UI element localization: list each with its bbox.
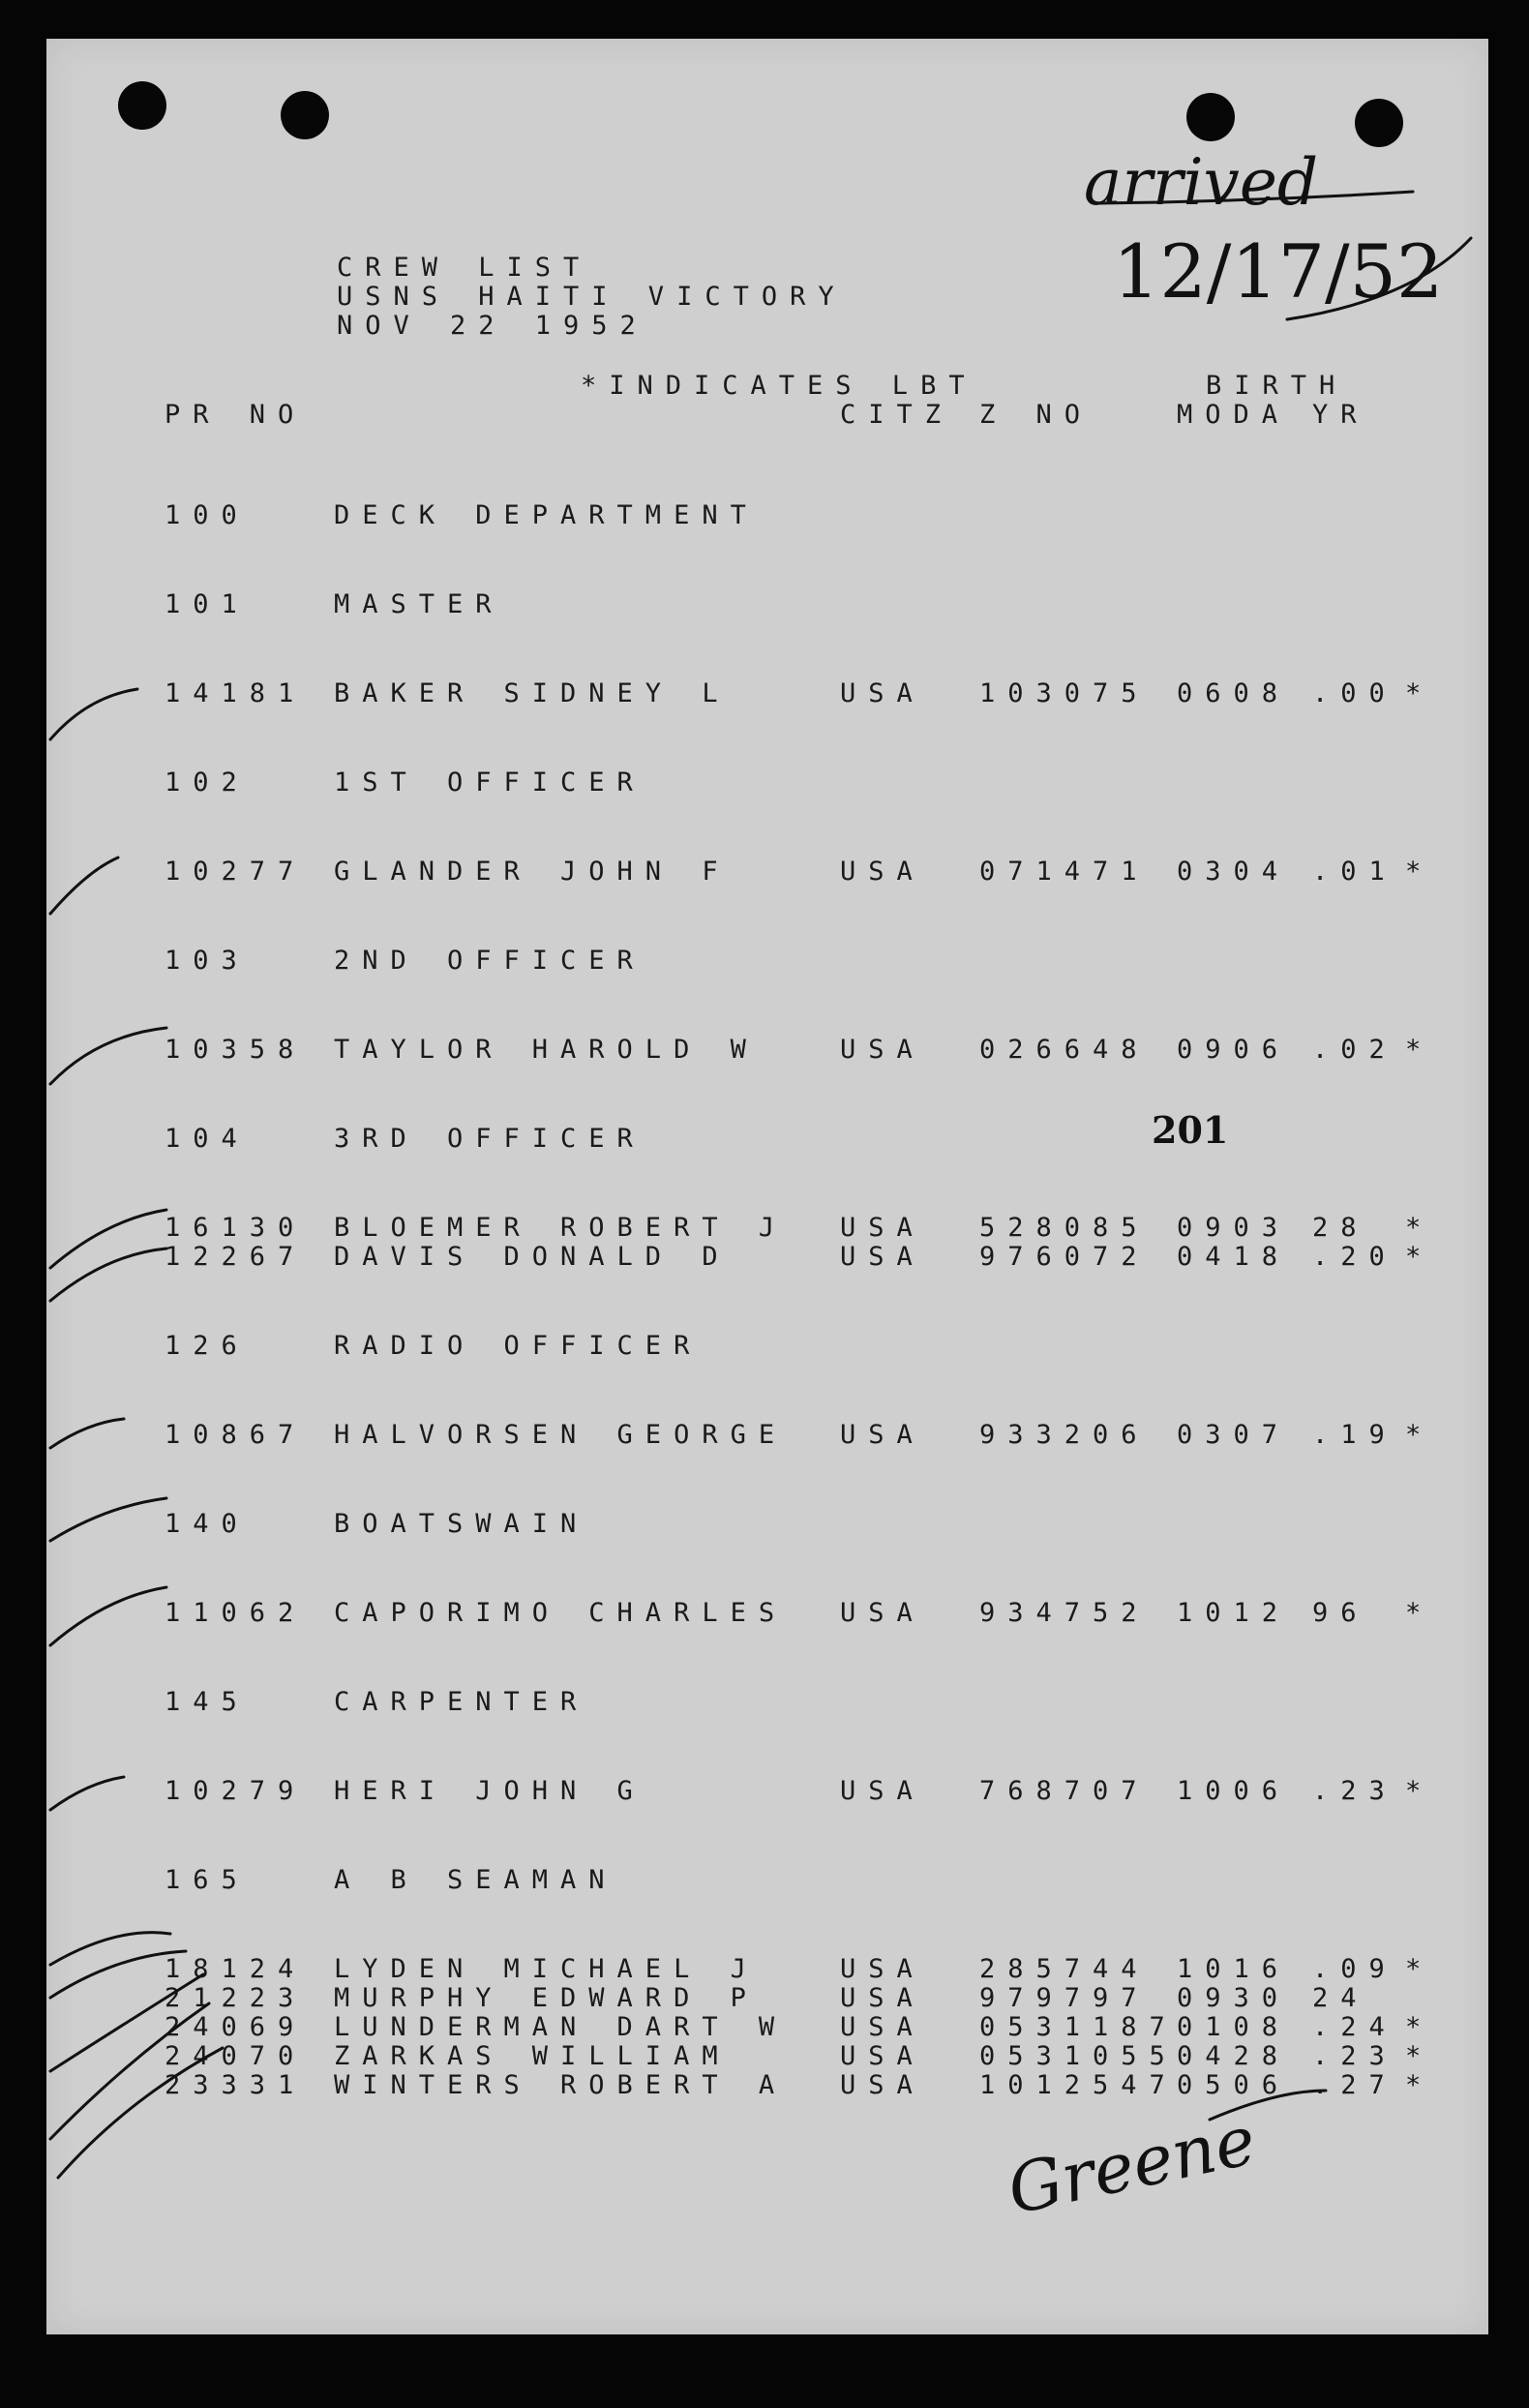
birth-year: 28 bbox=[1312, 1213, 1369, 1243]
citizenship: USA bbox=[840, 1213, 925, 1243]
pr-number: 126 bbox=[165, 1331, 250, 1361]
crew-name: HALVORSEN GEORGE bbox=[334, 1420, 788, 1450]
crew-name: RADIO OFFICER bbox=[334, 1331, 703, 1361]
column-header-pr: PR NO bbox=[165, 400, 307, 430]
birth-year: .02 bbox=[1312, 1035, 1397, 1065]
title-line-1: CREW LIST bbox=[337, 253, 592, 283]
citizenship: USA bbox=[840, 1035, 925, 1065]
birth-moda: 0930 bbox=[1177, 1983, 1291, 2013]
pr-number: 165 bbox=[165, 1865, 250, 1895]
pr-number: 21223 bbox=[165, 1983, 307, 2013]
birth-moda: 0418 bbox=[1177, 1242, 1291, 1272]
pr-number: 140 bbox=[165, 1509, 250, 1539]
z-number: 933206 bbox=[979, 1420, 1150, 1450]
birth-moda: 0906 bbox=[1177, 1035, 1291, 1065]
birth-moda: 0903 bbox=[1177, 1213, 1291, 1243]
pr-number: 101 bbox=[165, 589, 250, 619]
legend-text: *INDICATES LBT bbox=[581, 371, 977, 401]
title-line-3: NOV 22 1952 bbox=[337, 311, 648, 341]
crew-name: MURPHY EDWARD P bbox=[334, 1983, 759, 2013]
pr-number: 24069 bbox=[165, 2012, 307, 2042]
crew-name: 1ST OFFICER bbox=[334, 768, 645, 798]
citizenship: USA bbox=[840, 2041, 925, 2071]
crew-name: MASTER bbox=[334, 589, 504, 619]
citizenship: USA bbox=[840, 1776, 925, 1806]
birth-moda: 1016 bbox=[1177, 1954, 1291, 1984]
pr-number: 102 bbox=[165, 768, 250, 798]
birth-year: .27 bbox=[1312, 2070, 1397, 2100]
pr-number: 145 bbox=[165, 1687, 250, 1717]
crew-name: GLANDER JOHN F bbox=[334, 857, 731, 887]
birth-year: .24 bbox=[1312, 2012, 1397, 2042]
crew-name: CAPORIMO CHARLES bbox=[334, 1598, 788, 1628]
birth-moda: 0304 bbox=[1177, 857, 1291, 887]
lbt-mark: * bbox=[1405, 857, 1434, 887]
citizenship: USA bbox=[840, 1983, 925, 2013]
crew-name: A B SEAMAN bbox=[334, 1865, 617, 1895]
birth-label: BIRTH bbox=[1206, 371, 1348, 401]
pr-number: 12267 bbox=[165, 1242, 307, 1272]
crew-name: BOATSWAIN bbox=[334, 1509, 589, 1539]
lbt-mark: * bbox=[1405, 1598, 1434, 1628]
crew-name: DECK DEPARTMENT bbox=[334, 500, 759, 530]
crew-name: LYDEN MICHAEL J bbox=[334, 1954, 759, 1984]
pr-number: 104 bbox=[165, 1124, 250, 1154]
column-header-moda: MODA bbox=[1177, 400, 1291, 430]
column-header-z: Z NO bbox=[979, 400, 1094, 430]
handwritten-initials: Greene bbox=[1001, 2099, 1263, 2231]
birth-moda: 0108 bbox=[1177, 2012, 1291, 2042]
birth-moda: 0428 bbox=[1177, 2041, 1291, 2071]
crew-name: DAVIS DONALD D bbox=[334, 1242, 731, 1272]
pr-number: 14181 bbox=[165, 678, 307, 708]
pr-number: 10279 bbox=[165, 1776, 307, 1806]
birth-year: 96 bbox=[1312, 1598, 1369, 1628]
birth-year: .23 bbox=[1312, 1776, 1397, 1806]
crew-name: WINTERS ROBERT A bbox=[334, 2070, 788, 2100]
birth-year: .09 bbox=[1312, 1954, 1397, 1984]
z-number: 934752 bbox=[979, 1598, 1150, 1628]
birth-moda: 1006 bbox=[1177, 1776, 1291, 1806]
crew-name: BLOEMER ROBERT J bbox=[334, 1213, 788, 1243]
citizenship: USA bbox=[840, 1598, 925, 1628]
pr-number: 10277 bbox=[165, 857, 307, 887]
z-number: 1012547 bbox=[979, 2070, 1178, 2100]
z-number: 979797 bbox=[979, 1983, 1150, 2013]
birth-year: 24 bbox=[1312, 1983, 1369, 2013]
title-line-2: USNS HAITI VICTORY bbox=[337, 282, 847, 312]
z-number: 768707 bbox=[979, 1776, 1150, 1806]
birth-year: .01 bbox=[1312, 857, 1397, 887]
z-number: 071471 bbox=[979, 857, 1150, 887]
column-header-yr: YR bbox=[1312, 400, 1369, 430]
handwritten-arrived: arrived bbox=[1084, 145, 1319, 220]
z-number: 103075 bbox=[979, 678, 1150, 708]
citizenship: USA bbox=[840, 1954, 925, 1984]
crew-name: 2ND OFFICER bbox=[334, 946, 645, 976]
crew-name: BAKER SIDNEY L bbox=[334, 678, 731, 708]
birth-year: .19 bbox=[1312, 1420, 1397, 1450]
lbt-mark: * bbox=[1405, 1035, 1434, 1065]
pr-number: 24070 bbox=[165, 2041, 307, 2071]
crew-name: HERI JOHN G bbox=[334, 1776, 645, 1806]
pr-number: 16130 bbox=[165, 1213, 307, 1243]
pr-number: 11062 bbox=[165, 1598, 307, 1628]
z-number: 0531055 bbox=[979, 2041, 1178, 2071]
lbt-mark: * bbox=[1405, 1954, 1434, 1984]
lbt-mark: * bbox=[1405, 1776, 1434, 1806]
citizenship: USA bbox=[840, 678, 925, 708]
citizenship: USA bbox=[840, 2070, 925, 2100]
z-number: 976072 bbox=[979, 1242, 1150, 1272]
citizenship: USA bbox=[840, 1420, 925, 1450]
lbt-mark: * bbox=[1405, 2012, 1434, 2042]
lbt-mark: * bbox=[1405, 1420, 1434, 1450]
birth-moda: 0307 bbox=[1177, 1420, 1291, 1450]
page-stamp: 201 bbox=[1152, 1108, 1229, 1152]
pr-number: 100 bbox=[165, 500, 250, 530]
citizenship: USA bbox=[840, 1242, 925, 1272]
birth-year: .00 bbox=[1312, 678, 1397, 708]
z-number: 528085 bbox=[979, 1213, 1150, 1243]
pr-number: 103 bbox=[165, 946, 250, 976]
birth-moda: 0608 bbox=[1177, 678, 1291, 708]
z-number: 0531187 bbox=[979, 2012, 1178, 2042]
z-number: 026648 bbox=[979, 1035, 1150, 1065]
lbt-mark: * bbox=[1405, 2070, 1434, 2100]
lbt-mark: * bbox=[1405, 678, 1434, 708]
citizenship: USA bbox=[840, 857, 925, 887]
birth-moda: 1012 bbox=[1177, 1598, 1291, 1628]
handwritten-date: 12/17/52 bbox=[1113, 228, 1444, 315]
crew-name: CARPENTER bbox=[334, 1687, 589, 1717]
crew-name: LUNDERMAN DART W bbox=[334, 2012, 788, 2042]
lbt-mark: * bbox=[1405, 2041, 1434, 2071]
lbt-mark: * bbox=[1405, 1242, 1434, 1272]
crew-name: 3RD OFFICER bbox=[334, 1124, 645, 1154]
birth-year: .20 bbox=[1312, 1242, 1397, 1272]
column-header-citz: CITZ bbox=[840, 400, 954, 430]
z-number: 285744 bbox=[979, 1954, 1150, 1984]
citizenship: USA bbox=[840, 2012, 925, 2042]
birth-year: .23 bbox=[1312, 2041, 1397, 2071]
pr-number: 10358 bbox=[165, 1035, 307, 1065]
crew-name: ZARKAS WILLIAM bbox=[334, 2041, 731, 2071]
pr-number: 18124 bbox=[165, 1954, 307, 1984]
pr-number: 10867 bbox=[165, 1420, 307, 1450]
crew-name: TAYLOR HAROLD W bbox=[334, 1035, 759, 1065]
pr-number: 23331 bbox=[165, 2070, 307, 2100]
lbt-mark: * bbox=[1405, 1213, 1434, 1243]
birth-moda: 0506 bbox=[1177, 2070, 1291, 2100]
